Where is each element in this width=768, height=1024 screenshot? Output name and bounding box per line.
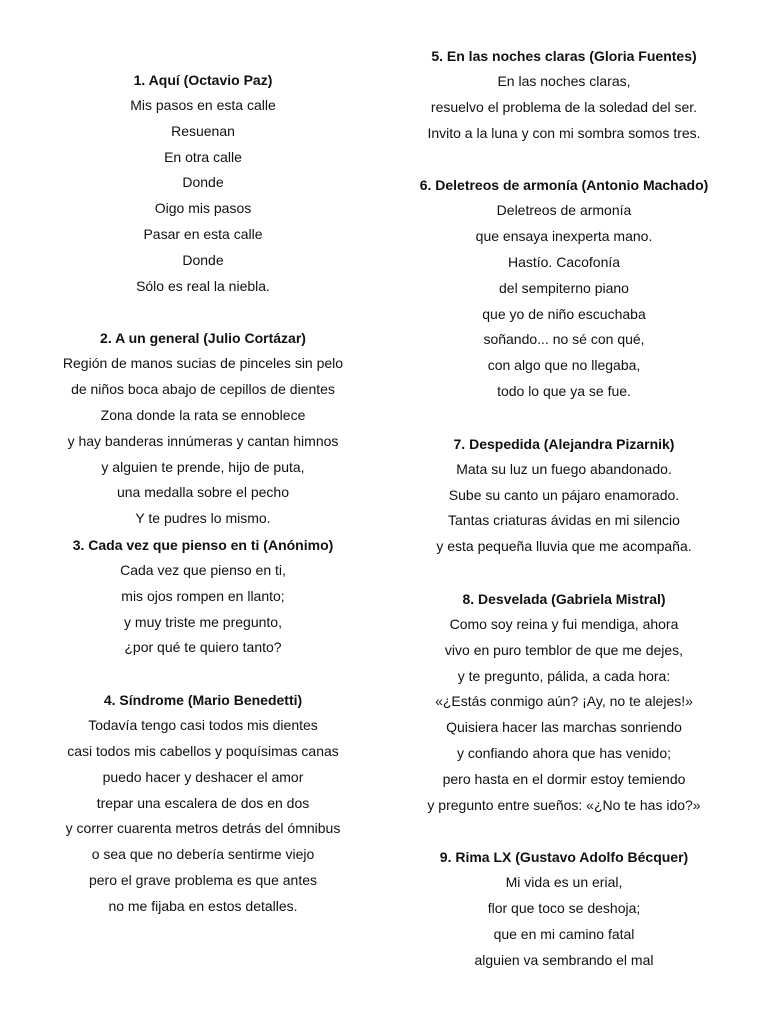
poem-line: y te pregunto, pálida, a cada hora: — [457, 667, 671, 684]
poem-line: vivo en puro temblor de que me dejes, — [444, 641, 684, 658]
poem-line: mis ojos rompen en llanto; — [121, 587, 285, 604]
poem-line: Tantas criaturas ávidas en mi silencio — [448, 512, 680, 529]
poem-line: que yo de niño escuchaba — [482, 305, 646, 322]
stanza-gap — [376, 560, 752, 586]
stanza-gap — [376, 818, 752, 844]
poem-line: con algo que no llegaba, — [487, 357, 641, 374]
stanza-gap — [0, 661, 406, 687]
poem-line: Zona donde la rata se ennoblece — [100, 406, 306, 423]
poem-line: todo lo que ya se fue. — [497, 382, 631, 399]
poem-line: Todavía tengo casi todos mis dientes — [88, 717, 318, 734]
poem-5 — [376, 43, 752, 146]
poem-line: pero el grave problema es que antes — [88, 871, 318, 888]
poem-line: Sube su canto un pájaro enamorado. — [448, 486, 680, 503]
poem-line: «¿Estás conmigo aún? ¡Ay, no te alejes!» — [435, 693, 693, 710]
left-column — [0, 67, 406, 920]
poem-title: 7. Despedida (Alejandra Pizarnik) — [453, 435, 675, 452]
poem-title: 4. Síndrome (Mario Benedetti) — [103, 692, 303, 709]
poem-title: 9. Rima LX (Gustavo Adolfo Bécquer) — [439, 849, 689, 866]
poem-line: o sea que no debería sentirme viejo — [91, 846, 315, 863]
poem-1 — [0, 67, 406, 299]
poem-line: Resuenan — [171, 122, 235, 139]
poem-3 — [0, 532, 406, 661]
poem-line: y esta pequeña lluvia que me acompaña. — [436, 538, 692, 555]
poem-title: 8. Desvelada (Gabriela Mistral) — [462, 590, 666, 607]
poem-line: Hastío. Cacofonía — [507, 253, 621, 270]
poem-line: una medalla sobre el pecho — [116, 484, 289, 501]
poem-line: Deletreos de armonía — [496, 202, 632, 219]
poem-line: de niños boca abajo de cepillos de dientes — [71, 381, 335, 398]
right-column — [376, 43, 752, 974]
poem-2 — [0, 325, 406, 532]
poem-line: En las noches claras, — [497, 73, 631, 89]
poem-line: Como soy reina y fui mendiga, ahora — [449, 615, 679, 632]
poem-line: y muy triste me pregunto, — [124, 613, 282, 630]
poem-line: Mis pasos en esta calle — [130, 97, 276, 113]
poem-line: ¿por qué te quiero tanto? — [124, 639, 282, 656]
poem-line: resuelvo el problema de la soledad del ser. — [430, 98, 698, 115]
poem-line: y alguien te prende, hijo de puta, — [101, 458, 305, 475]
poem-line: Quisiera hacer las marchas sonriendo — [446, 719, 682, 736]
poem-title: 1. Aquí (Octavio Paz) — [133, 72, 273, 88]
poem-6 — [376, 172, 752, 404]
poem-line: Cada vez que pienso en ti, — [120, 561, 286, 578]
poem-line: flor que toco se deshoja; — [487, 900, 641, 917]
poem-line: Mata su luz un fuego abandonado. — [456, 460, 672, 477]
poem-line: Mi vida es un erial, — [505, 874, 623, 891]
poem-line: y pregunto entre sueños: «¿No te has ido?» — [427, 796, 701, 813]
poem-line: Sólo es real la niebla. — [136, 277, 270, 294]
poem-title: 6. Deletreos de armonía (Antonio Machado) — [419, 177, 709, 194]
stanza-gap — [0, 299, 406, 325]
poem-line: no me fijaba en estos detalles. — [108, 897, 298, 914]
poem-line: puedo hacer y deshacer el amor — [102, 768, 304, 785]
poem-line: Invito a la luna y con mi sombra somos tres. — [427, 124, 701, 141]
poem-7 — [376, 431, 752, 560]
poem-title: 3. Cada vez que pienso en ti (Anónimo) — [72, 536, 334, 553]
poem-line: soñando... no sé con qué, — [483, 331, 645, 348]
poem-line: Donde — [182, 174, 224, 191]
poem-title: 5. En las noches claras (Gloria Fuentes) — [431, 48, 697, 64]
poem-4 — [0, 687, 406, 919]
poem-line: y correr cuarenta metros detrás del ómnibus — [65, 820, 341, 837]
poem-line: y hay banderas innúmeras y cantan himnos — [67, 432, 339, 449]
stanza-gap — [376, 405, 752, 431]
poem-title: 2. A un general (Julio Cortázar) — [100, 330, 306, 347]
stanza-gap — [376, 146, 752, 172]
poem-line: Y te pudres lo mismo. — [135, 510, 271, 527]
poem-line: que ensaya inexperta mano. — [475, 228, 653, 245]
poem-line: alguien va sembrando el mal — [474, 951, 654, 968]
poem-line: que en mi camino fatal — [493, 925, 635, 942]
poem-line: pero hasta en el dormir estoy temiendo — [442, 770, 686, 787]
poem-line: Oigo mis pasos — [154, 200, 252, 217]
poem-line: del sempiterno piano — [499, 279, 629, 296]
poem-line: Donde — [182, 251, 224, 268]
poem-8 — [376, 586, 752, 818]
poem-line: casi todos mis cabellos y poquísimas canas — [67, 742, 339, 759]
poem-line: Pasar en esta calle — [143, 225, 263, 242]
poem-line: En otra calle — [164, 148, 242, 165]
poem-line: y confiando ahora que has venido; — [456, 744, 672, 761]
poem-9 — [376, 844, 752, 973]
poem-line: Región de manos sucias de pinceles sin pelo — [62, 355, 344, 372]
poem-line: trepar una escalera de dos en dos — [96, 794, 310, 811]
